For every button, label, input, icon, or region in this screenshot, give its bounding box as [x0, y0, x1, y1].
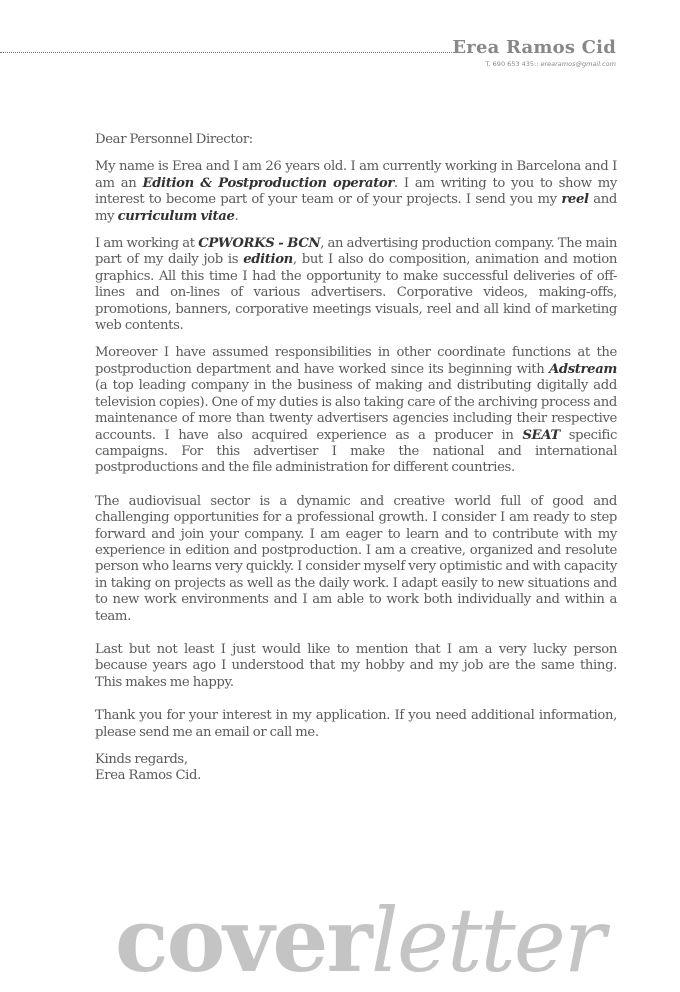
paragraph-responsibilities: Moreover I have assumed responsibilities in other coordinate functions at the postproduction department and have worked since its beginning with Adstream (a top leading company in the business of making and distributing digitally add television copies). One of my duties is also taking care of the archiving process and maintenance of more than twenty advertisers agencies including their respective accounts. I have also acquired experience as a producer in SEAT specific campaigns. For this advertiser I make the national and international postproductions and the file administration for different countries.: [95, 345, 617, 476]
company-name: CPWORKS - BCN: [198, 236, 321, 252]
letter-closing: Kinds regards, Erea Ramos Cid.: [95, 752, 201, 784]
sender-contact: [485, 60, 616, 68]
sender-email: erearamos@gmail.com: [540, 60, 616, 68]
cv-mention: curriculum vitae: [117, 208, 235, 224]
paragraph-current-job: I am working at CPWORKS - BCN, an advertising production company. The main part of my daily job is edition, but I also do composition, animation and motion graphics. All this time I had the opportunity to make successful deliveries of off-lines and on-lines of various advertisers. Corporative videos, making-offs, promotions, banners, corporative meetings visuals, reel and all kind of marketing web contents.: [95, 236, 617, 334]
adstream-mention: Adstream: [548, 361, 617, 377]
paragraph-thanks: Thank you for your interest in my application. If you need additional information, please send me an email or call me.: [95, 708, 617, 740]
sender-phone: T. 690 653 435::: [485, 60, 541, 68]
paragraph-personal: Last but not least I just would like to mention that I am a very lucky person because years ago I understood that my hobby and my job are the same thing. This makes me happy.: [95, 641, 617, 690]
letter-body: [95, 132, 617, 785]
reel-mention: reel: [561, 192, 589, 208]
seat-mention: SEAT: [522, 427, 560, 443]
sender-name: Erea Ramos Cid: [452, 37, 616, 58]
salutation: Dear Personnel Director:: [95, 132, 253, 147]
paragraph-motivation: The audiovisual sector is a dynamic and creative world full of good and challenging opportunities for a professional growth. I consider I am ready to step forward and join your company. I am eager to learn and to contribute with my experience in edition and postproduction. I am a creative, organized and resolute person who learns very quickly. I consider myself very optimistic and with capacity in taking on projects as well as the daily work. I adapt easily to new situations and to new work environments and I am able to work both individually and within a team.: [95, 493, 617, 624]
paragraph-intro: My name is Erea and I am 26 years old. I am currently working in Barcelona and I am an Edition & Postproduction operator. I am writing to you to show my interest to become part of your team or of your projects. I send you my reel and my curriculum vitae.: [95, 159, 618, 224]
edition-mention: edition: [243, 252, 293, 268]
signature: Erea Ramos Cid.: [95, 768, 201, 784]
job-title: Edition & Postproduction operator: [142, 175, 394, 191]
cover-letter-watermark: coverletter: [115, 888, 604, 992]
header-divider: [0, 52, 464, 53]
